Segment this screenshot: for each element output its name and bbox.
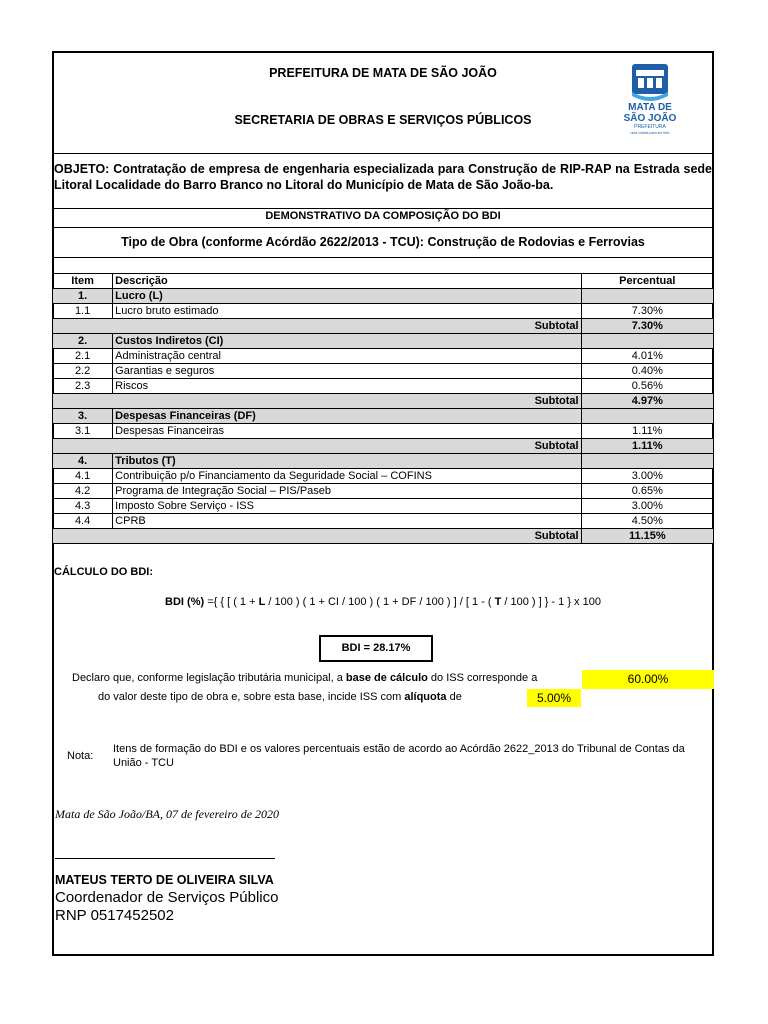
row-percentual: 0.40% xyxy=(581,364,713,379)
bdi-table xyxy=(52,273,714,544)
row-item: 2.3 xyxy=(53,379,113,394)
row-description: Programa de Integração Social – PIS/Paseb xyxy=(113,484,581,499)
declaration-text: de xyxy=(446,691,462,703)
table-row xyxy=(53,514,714,529)
declaration-text: do ISS corresponde a xyxy=(427,672,538,684)
declaration-bold: base de cálculo xyxy=(345,672,428,684)
table-row xyxy=(53,484,714,499)
header-description: Descrição xyxy=(113,274,581,289)
row-item: 2.2 xyxy=(53,364,113,379)
row-percentual: 4.01% xyxy=(581,349,713,364)
logo-line1: MATA DE xyxy=(628,102,672,113)
formula-part: ={ { [ ( 1 + xyxy=(204,596,259,608)
table-group-row xyxy=(53,289,714,304)
note-label: Nota: xyxy=(67,750,94,762)
row-percentual: 7.30% xyxy=(581,304,713,319)
row-item: 4.3 xyxy=(53,499,113,514)
aliquota-value: 5.00% xyxy=(527,689,581,707)
bdi-demonstrative-heading: DEMONSTRATIVO DA COMPOSIÇÃO DO BDI xyxy=(265,210,501,222)
divider xyxy=(52,153,714,154)
table-row xyxy=(53,499,714,514)
row-description: Riscos xyxy=(113,379,581,394)
group-empty xyxy=(581,409,713,424)
row-item: 2.1 xyxy=(53,349,113,364)
subtotal-label: Subtotal xyxy=(53,439,582,454)
table-group-row xyxy=(53,454,714,469)
row-description: Lucro bruto estimado xyxy=(113,304,581,319)
table-header-row xyxy=(53,274,714,289)
row-description: Garantias e seguros xyxy=(113,364,581,379)
subtotal-label: Subtotal xyxy=(53,394,582,409)
group-title: Lucro (L) xyxy=(113,289,581,304)
table-row xyxy=(53,469,714,484)
formula-part: / 100 ) ( 1 + CI / 100 ) ( 1 + DF / 100 ) ] / [ 1 - ( xyxy=(265,596,495,608)
row-percentual: 3.00% xyxy=(581,499,713,514)
row-description: CPRB xyxy=(113,514,581,529)
calculation-title: CÁLCULO DO BDI: xyxy=(54,566,153,578)
logo-line4: uma cidade para ser feliz xyxy=(630,131,670,135)
municipality-title: PREFEITURA DE MATA DE SÃO JOÃO xyxy=(269,66,497,80)
declaration-text: do valor deste tipo de obra e, sobre esta base, incide ISS com xyxy=(98,691,405,703)
row-description: Imposto Sobre Serviço - ISS xyxy=(113,499,581,514)
formula-l: L xyxy=(258,596,266,608)
row-description: Contribuição p/o Financiamento da Seguridade Social – COFINS xyxy=(113,469,581,484)
base-calculo-value: 60.00% xyxy=(582,670,714,689)
table-subtotal-row xyxy=(53,319,714,334)
object-description: OBJETO: Contratação de empresa de engenharia especializada para Construção de RIP-RAP na Estrada sede Litoral Localidade do Barro Branco no Litoral do Município de Mata de São João-ba. xyxy=(54,162,712,192)
table-row xyxy=(53,349,714,364)
signature-line xyxy=(55,858,275,859)
group-title: Tributos (T) xyxy=(113,454,581,469)
signatory-role: Coordenador de Serviços Público xyxy=(55,889,279,906)
signatory-name: MATEUS TERTO DE OLIVEIRA SILVA xyxy=(55,873,274,887)
logo-line3: PREFEITURA xyxy=(634,124,666,130)
divider xyxy=(52,208,714,209)
row-percentual: 0.65% xyxy=(581,484,713,499)
row-item: 4.1 xyxy=(53,469,113,484)
group-title: Despesas Financeiras (DF) xyxy=(113,409,581,424)
declaration-bold: alíquota xyxy=(404,691,447,703)
group-empty xyxy=(581,334,713,349)
header-item: Item xyxy=(53,274,113,289)
divider xyxy=(52,257,714,258)
bdi-result-box: BDI = 28.17% xyxy=(319,635,433,662)
work-type-heading: Tipo de Obra (conforme Acórdão 2622/2013 - TCU): Construção de Rodovias e Ferrovias xyxy=(121,235,645,249)
subtotal-value: 4.97% xyxy=(581,394,713,409)
table-row xyxy=(53,379,714,394)
municipality-logo xyxy=(618,62,682,142)
subtotal-value: 7.30% xyxy=(581,319,713,334)
group-empty xyxy=(581,454,713,469)
table-row xyxy=(53,304,714,319)
group-item: 4. xyxy=(53,454,113,469)
row-percentual: 4.50% xyxy=(581,514,713,529)
subtotal-label: Subtotal xyxy=(53,319,582,334)
note-text: Itens de formação do BDI e os valores percentuais estão de acordo ao Acórdão 2622_2013 do Tribunal de Contas da União - TCU xyxy=(113,743,685,769)
signatory-rnp: RNP 0517452502 xyxy=(55,907,174,924)
row-percentual: 0.56% xyxy=(581,379,713,394)
secretariat-title: SECRETARIA DE OBRAS E SERVIÇOS PÚBLICOS xyxy=(234,113,532,127)
row-percentual: 3.00% xyxy=(581,469,713,484)
table-group-row xyxy=(53,409,714,424)
table-subtotal-row xyxy=(53,394,714,409)
formula-bdi-label: BDI (%) xyxy=(165,596,205,608)
table-subtotal-row xyxy=(53,439,714,454)
row-percentual: 1.11% xyxy=(581,424,713,439)
subtotal-label: Subtotal xyxy=(53,529,582,544)
bdi-formula xyxy=(52,596,714,608)
municipality-logo-icon xyxy=(618,62,682,142)
subtotal-value: 1.11% xyxy=(581,439,713,454)
logo-line2: SÃO JOÃO xyxy=(623,113,677,124)
place-date: Mata de São João/BA, 07 de fevereiro de 2020 xyxy=(55,807,280,821)
group-empty xyxy=(581,289,713,304)
row-item: 3.1 xyxy=(53,424,113,439)
row-item: 4.2 xyxy=(53,484,113,499)
group-item: 3. xyxy=(53,409,113,424)
row-item: 1.1 xyxy=(53,304,113,319)
formula-part: / 100 ) ] } - 1 } x 100 xyxy=(501,596,601,608)
group-item: 1. xyxy=(53,289,113,304)
header-percentual: Percentual xyxy=(581,274,713,289)
divider xyxy=(52,227,714,228)
declaration-text: Declaro que, conforme legislação tributária municipal, a xyxy=(72,672,346,684)
table-subtotal-row xyxy=(53,529,714,544)
row-description: Administração central xyxy=(113,349,581,364)
subtotal-value: 11.15% xyxy=(581,529,713,544)
table-group-row xyxy=(53,334,714,349)
formula-t: T xyxy=(494,596,502,608)
group-item: 2. xyxy=(53,334,113,349)
row-description: Despesas Financeiras xyxy=(113,424,581,439)
table-row xyxy=(53,424,714,439)
declaration-line1 xyxy=(72,672,537,684)
declaration-line2 xyxy=(98,691,462,703)
group-title: Custos Indiretos (CI) xyxy=(113,334,581,349)
table-row xyxy=(53,364,714,379)
row-item: 4.4 xyxy=(53,514,113,529)
